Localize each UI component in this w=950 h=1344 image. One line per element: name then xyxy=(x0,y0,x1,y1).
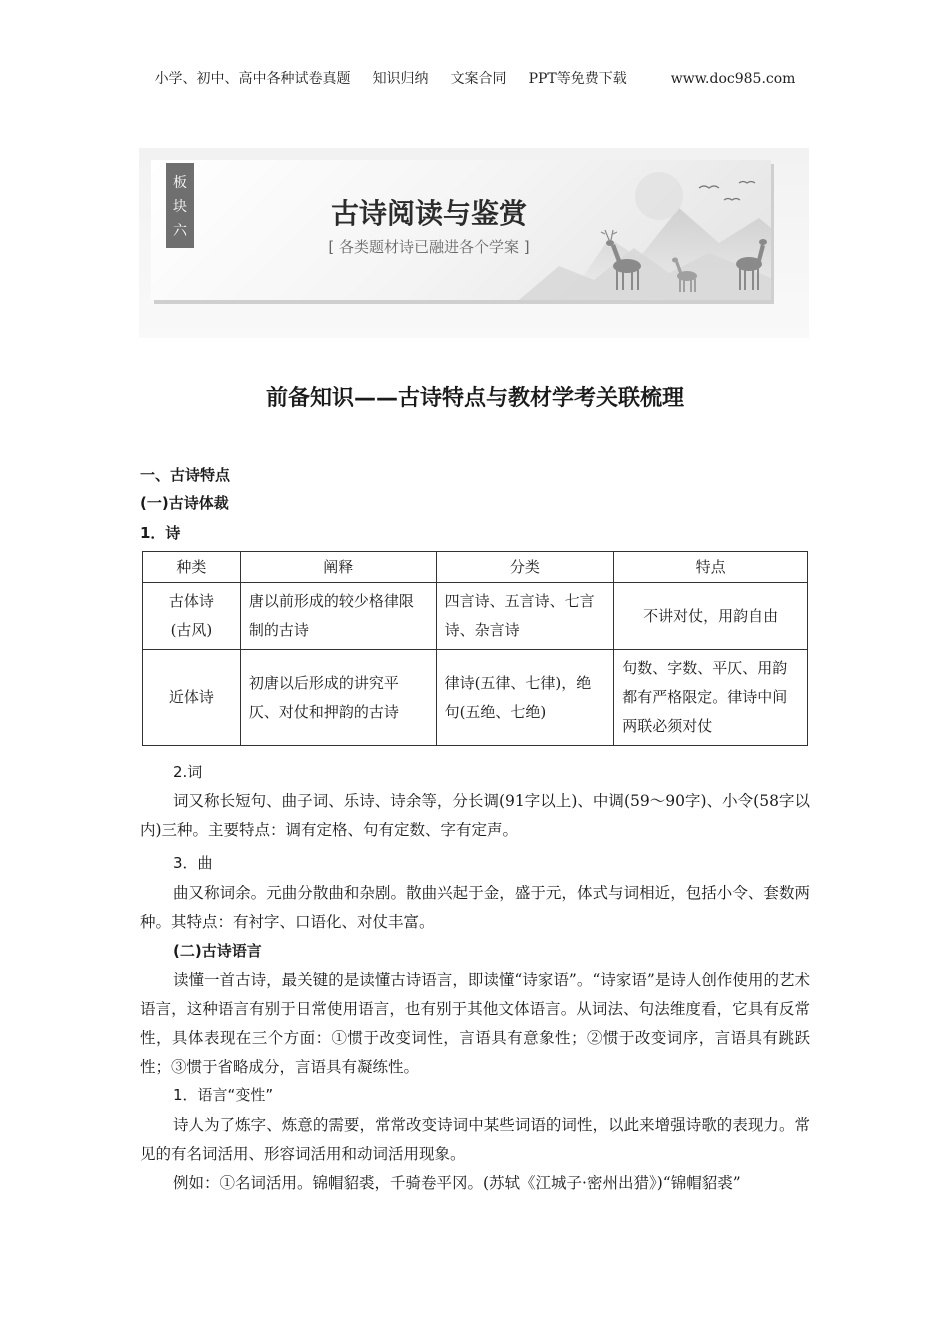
header-url[interactable]: www.doc985.com xyxy=(670,71,796,87)
table-cell-feature: 不讲对仗，用韵自由 xyxy=(614,583,808,650)
table-cell-feature: 句数、字数、平仄、用韵都有严格限定。律诗中间两联必须对仗 xyxy=(614,650,808,746)
table-header-cell: 阐释 xyxy=(240,552,436,583)
item-heading: 1．语言“变性” xyxy=(173,1086,274,1104)
table-cell-type: 古体诗 (古风) xyxy=(143,583,241,650)
banner-tag-char: 板 xyxy=(173,174,187,191)
table-header-row xyxy=(143,552,808,583)
document-title: 前备知识——古诗特点与教材学考关联梳理 xyxy=(265,386,684,411)
paragraph-example: 例如：①名词活用。锦帽貂裘，千骑卷平冈。(苏轼《江城子·密州出猎》)“锦帽貂裘” xyxy=(173,1174,741,1192)
banner-tag-char: 块 xyxy=(173,198,187,215)
section-heading: 一、古诗特点 xyxy=(140,466,231,484)
subsection-heading: (一)古诗体裁 xyxy=(140,494,229,512)
header-item: 知识归纳 xyxy=(372,71,429,87)
header-item: 文案合同 xyxy=(450,71,507,87)
table-row xyxy=(143,650,808,746)
table-cell-type: 近体诗 xyxy=(143,650,241,746)
banner-tag-char: 六 xyxy=(173,222,187,239)
paragraph-ci: 词又称长短句、曲子词、乐诗、诗余等，分长调(91字以上)、中调(59～90字)、小令(58字以内)三种。主要特点：调有定格、句有定数、字有定声。 xyxy=(140,792,810,839)
table-header-cell: 特点 xyxy=(614,552,808,583)
table-cell-explain: 唐以前形成的较少格律限制的古诗 xyxy=(240,583,436,650)
header-item: PPT等免费下载 xyxy=(528,71,627,87)
table-row xyxy=(143,583,808,650)
paragraph-qu: 曲又称词余。元曲分散曲和杂剧。散曲兴起于金，盛于元，体式与词相近，包括小令、套数两种。其特点：有衬字、口语化、对仗丰富。 xyxy=(140,884,810,931)
poem-types-table xyxy=(142,551,808,746)
table-cell-category: 四言诗、五言诗、七言诗、杂言诗 xyxy=(436,583,614,650)
table-cell-category: 律诗(五律、七律)，绝句(五绝、七绝) xyxy=(436,650,614,746)
paragraph-bianxing: 诗人为了炼字、炼意的需要，常常改变诗词中某些词语的词性，以此来增强诗歌的表现力。常见的有名词活用、形容词活用和动词活用现象。 xyxy=(140,1116,810,1163)
table-header-cell: 分类 xyxy=(436,552,614,583)
banner-tag xyxy=(166,163,194,248)
banner-title: 古诗阅读与鉴赏 xyxy=(330,197,527,230)
paragraph-language: 读懂一首古诗，最关键的是读懂古诗语言，即读懂“诗家语”。“诗家语”是诗人创作使用的艺术语言，这种语言有别于日常使用语言，也有别于其他文体语言。从词法、句法维度看，它具有反常性，具体表现在三个方面：①惯于改变词性，言语具有意象性；②惯于改变词序，言语具有跳跃性；③惯于省略成分，言语具有凝练性。 xyxy=(140,971,810,1076)
banner-subtitle: [ 各类题材诗已融进各个学案 ] xyxy=(328,238,530,256)
item-heading: 1．诗 xyxy=(140,524,181,542)
header-item: 小学、初中、高中各种试卷真题 xyxy=(154,71,351,87)
item-heading: 3．曲 xyxy=(173,854,213,872)
item-heading: 2.词 xyxy=(173,763,203,781)
subsection-heading: (二)古诗语言 xyxy=(173,942,262,960)
page-header xyxy=(0,68,950,88)
section-banner xyxy=(139,148,809,338)
table-cell-explain: 初唐以后形成的讲究平仄、对仗和押韵的古诗 xyxy=(240,650,436,746)
table-header-cell: 种类 xyxy=(143,552,241,583)
